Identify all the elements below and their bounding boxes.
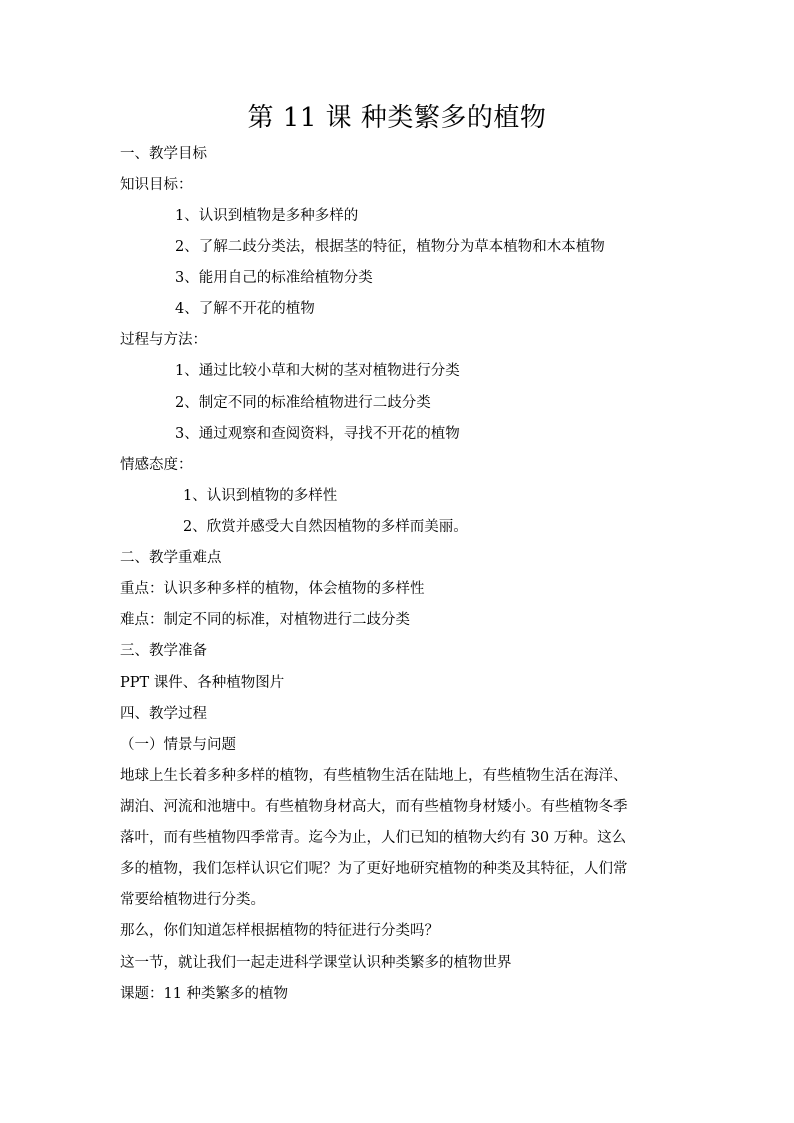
body-text-line: 常要给植物进行分类。	[120, 892, 265, 908]
section-heading-objectives: 一、教学目标	[120, 146, 207, 162]
process-item: 3、通过观察和查阅资料，寻找不开花的植物	[175, 426, 460, 442]
emotion-heading: 情感态度：	[120, 457, 193, 473]
lesson-title: 第 11 课 种类繁多的植物	[247, 103, 547, 133]
knowledge-item: 3、能用自己的标准给植物分类	[175, 270, 373, 286]
section-heading-process: 四、教学过程	[120, 706, 207, 722]
preparation-text: PPT 课件、各种植物图片	[120, 675, 285, 691]
process-heading: 过程与方法：	[120, 332, 207, 348]
emotion-item: 1、认识到植物的多样性	[183, 488, 338, 504]
intro-text: 这一节，就让我们一起走进科学课堂认识种类繁多的植物世界	[120, 955, 512, 971]
body-text-line: 多的植物，我们怎样认识它们呢？为了更好地研究植物的种类及其特征，人们常	[120, 861, 628, 877]
key-point: 重点：认识多种多样的植物，体会植物的多样性	[120, 581, 425, 597]
knowledge-item: 2、了解二歧分类法，根据茎的特征，植物分为草本植物和木本植物	[175, 239, 605, 255]
subsection-heading: （一）情景与问题	[120, 737, 236, 753]
process-item: 1、通过比较小草和大树的茎对植物进行分类	[175, 363, 460, 379]
knowledge-heading: 知识目标：	[120, 177, 193, 193]
body-text-line: 地球上生长着多种多样的植物，有些植物生活在陆地上，有些植物生活在海洋、	[120, 768, 628, 784]
body-text-line: 落叶，而有些植物四季常青。迄今为止，人们已知的植物大约有 30 万种。这么	[120, 830, 627, 846]
section-heading-key-points: 二、教学重难点	[120, 550, 222, 566]
knowledge-item: 4、了解不开花的植物	[175, 301, 315, 317]
emotion-item: 2、欣赏并感受大自然因植物的多样而美丽。	[183, 519, 468, 535]
topic-text: 课题：11 种类繁多的植物	[120, 986, 289, 1002]
question-text: 那么，你们知道怎样根据植物的特征进行分类吗？	[120, 923, 439, 939]
section-heading-preparation: 三、教学准备	[120, 643, 207, 659]
process-item: 2、制定不同的标准给植物进行二歧分类	[175, 395, 431, 411]
knowledge-item: 1、认识到植物是多种多样的	[175, 208, 359, 224]
difficult-point: 难点：制定不同的标准，对植物进行二歧分类	[120, 612, 410, 628]
body-text-line: 湖泊、河流和池塘中。有些植物身材高大，而有些植物身材矮小。有些植物冬季	[120, 799, 628, 815]
